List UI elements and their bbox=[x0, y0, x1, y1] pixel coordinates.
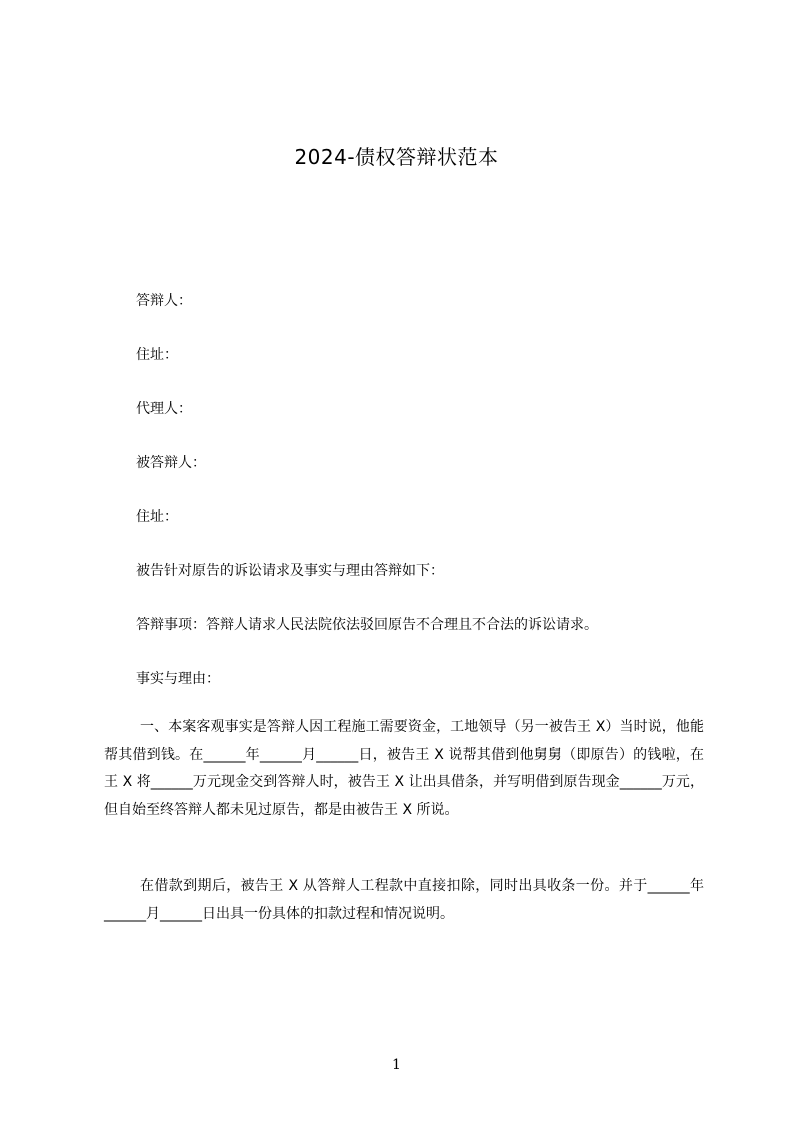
facts-paragraph-1: 一、本案客观事实是答辩人因工程施工需要资金，工地领导（另一被告王 X）当时说，他能帮其借到钱。在______年______月______日，被告王 X 说帮其借到他舅舅（即原告）的钱啦，在王 X 将______万元现金交到答辩人时，被告王 X 让出具借条，并写明借到原告现金______万元，但自始至终答辩人都未见过原告，都是由被告王 X 所说。 bbox=[104, 719, 704, 818]
respondent-field: 答辩人： bbox=[136, 293, 192, 309]
defense-item: 答辩事项：答辩人请求人民法院依法驳回原告不合理且不合法的诉讼请求。 bbox=[136, 617, 598, 633]
respondent-address-field: 住址： bbox=[136, 347, 178, 363]
answer-introduction: 被告针对原告的诉讼请求及事实与理由答辩如下： bbox=[136, 563, 444, 579]
facts-paragraph-2: 在借款到期后，被告王 X 从答辩人工程款中直接扣除，同时出具收条一份。并于______年______月______日出具一份具体的扣款过程和情况说明。 bbox=[104, 878, 704, 922]
defendant-field: 被答辩人： bbox=[136, 455, 206, 471]
defendant-address-field: 住址： bbox=[136, 509, 178, 525]
document-title: 2024-债权答辩状范本 bbox=[294, 145, 499, 169]
facts-heading: 事实与理由： bbox=[136, 671, 220, 687]
agent-field: 代理人： bbox=[136, 401, 192, 417]
page-number: 1 bbox=[392, 1057, 401, 1073]
